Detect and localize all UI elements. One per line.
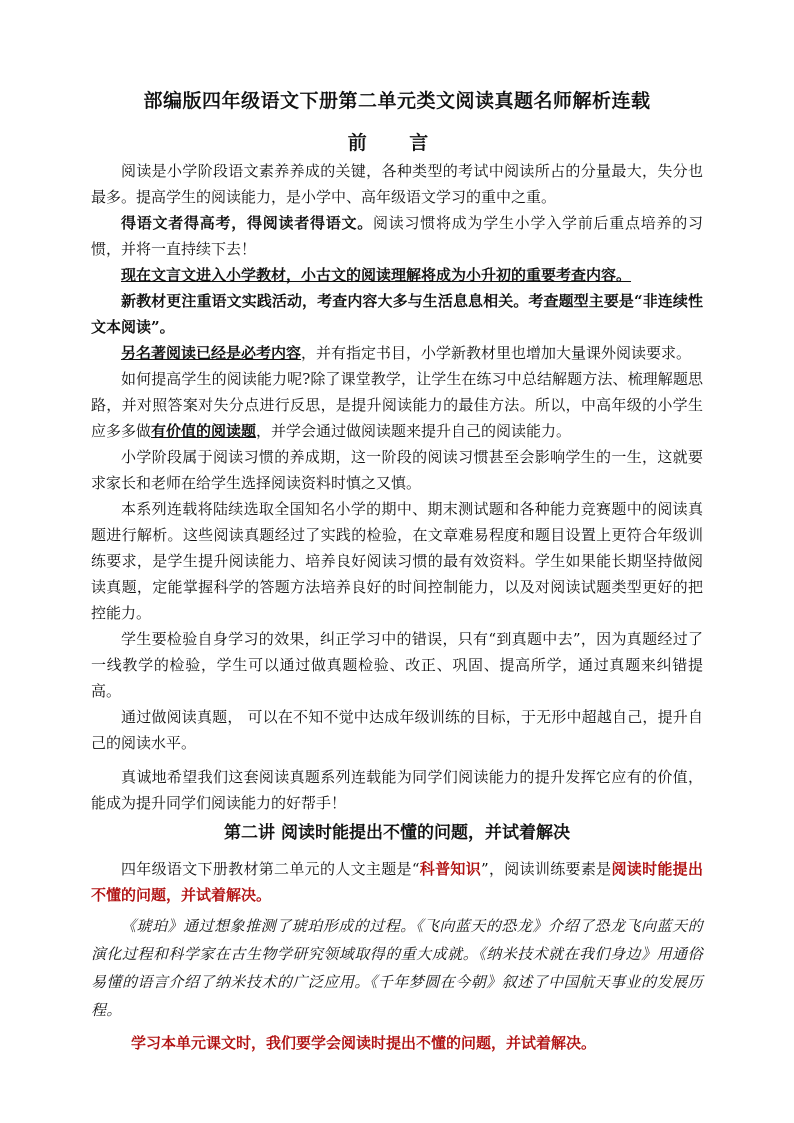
question-type-note: 考查题型主要是“非连续性文本阅读”。 [91,292,703,336]
intro-text: 四年级语文下册教材第二单元的人文主题是“ [121,860,420,878]
preface-text: 如何提高学生的阅读能力呢?除了课堂教学，让学生在练习中总结解题方法、梳理解题思路，并对照答案对失分点进行反思，是提升阅读能力的最佳方法。所以，中高年级的小学生应多多做 [91,370,703,440]
classics-note: 另名著阅读已经是必考内容 [121,344,302,362]
document-title: 部编版四年级语文下册第二单元类文阅读真题名师解析连载 [143,90,651,112]
preface-paragraph-1: 阅读是小学阶段语文素养养成的关键，各种类型的考试中阅读所占的分量最大，失分也最多。提高学生的阅读能力，是小学中、高年级语文学习的重中之重。 [91,162,703,206]
preface-paragraph-9: 学生要检验自身学习的效果，纠正学习中的错误，只有“到真题中去”，因为真题经过了一线教学的检验，学生可以通过做真题检验、改正、巩固、提高所学，通过真题来纠错提高。 [91,630,703,700]
intro-text: ”，阅读训练要素是 [481,860,612,878]
lecture-summary: 《琥珀》通过想象推测了琥珀形成的过程。《飞向蓝天的恐龙》介绍了恐龙飞向蓝天的演化过程和科学家在古生物学研究领域取得的重大成就。《纳米技术就在我们身边》用通俗易懂的语言介绍了纳米技术的广泛应用。《千年梦圆在今朝》叙述了中国航天事业的发展历程。 [91,917,703,1019]
preface-paragraph-8: 本系列连载将陆续选取全国知名小学的期中、期末测试题和各种能力竞赛题中的阅读真题进行解析。这些阅读真题经过了实践的检验，在文章难易程度和题目设置上更符合年级训练要求，是学生提升阅读能力、培养良好阅读习惯的最有效资料。学生如果能长期坚持做阅读真题，定能掌握科学的答题方法培养良好的时间控制能力，以及对阅读试题类型更好的把控能力。 [91,500,703,622]
classical-chinese-note: 现在文言文进入小学教材，小古文的阅读理解将成为小升初的重要考查内容。 [121,266,632,284]
unit-theme: 科普知识 [419,860,482,878]
preface-paragraph-11: 真诚地希望我们这套阅读真题系列连载能为同学们阅读能力的提升发挥它应有的价值，能成为提升同学们阅读能力的好帮手！ [91,768,703,812]
valuable-questions-text: 有价值的阅读题 [151,422,257,440]
slogan-text: 得语文者得高考，得阅读者得语文。 [121,214,373,232]
preface-text: ，并学会通过做阅读题来提升自己的阅读能力。 [256,422,572,440]
preface-paragraph-2 [91,210,703,262]
preface-paragraph-4 [91,288,703,340]
preface-text: ，并有指定书目，小学新教材里也增加大量课外阅读要求。 [301,344,692,362]
preface-paragraph-6 [91,366,703,444]
lecture-heading: 第二讲 阅读时能提出不懂的问题，并试着解决 [224,823,570,843]
preface-paragraph-5 [91,340,703,366]
reading-element: 阅读时能提出不懂的问题，并试着解决。 [91,860,703,904]
preface-heading: 前 言 [347,132,447,154]
lecture-intro [91,856,703,908]
preface-paragraph-7: 小学阶段属于阅读习惯的养成期，这一阶段的阅读习惯甚至会影响学生的一生，这就要求家长和老师在给学生选择阅读资料时慎之又慎。 [91,448,703,492]
lecture-closing: 学习本单元课文时，我们要学会阅读时提出不懂的问题，并试着解决。 [131,1034,597,1052]
preface-paragraph-3 [91,262,703,288]
document-body [91,158,703,1056]
preface-paragraph-10: 通过做阅读真题， 可以在不知不觉中达成年级训练的目标，于无形中超越自己，提升自己的阅读水平。 [91,708,703,752]
new-textbook-note: 新教材更注重语文实践活动，考查内容大多与生活息息相关。 [121,292,529,310]
preface-text: 阅读习惯将成为学生小学入学前后重点培养的习惯，并将一直持续下去！ [91,214,703,258]
